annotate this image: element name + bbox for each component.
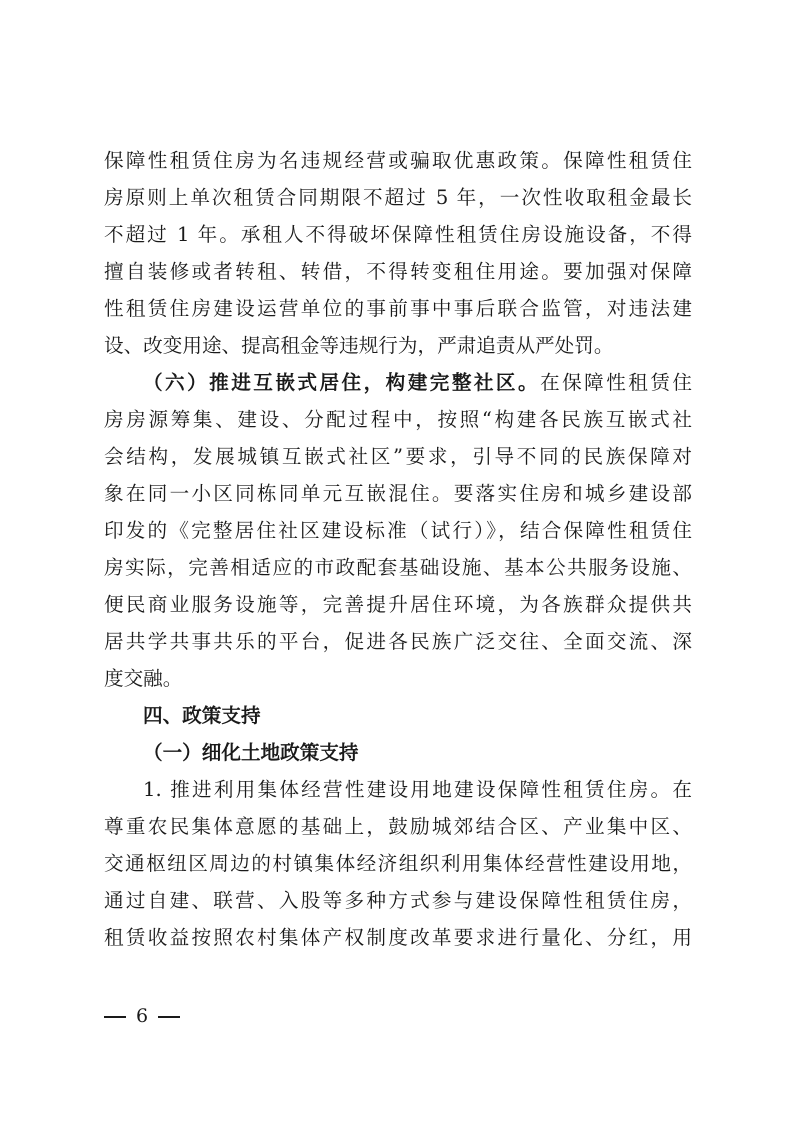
body-text-line: 尊重农民集体意愿的基础上，鼓励城郊结合区、产业集中区、: [104, 815, 692, 838]
body-text-line: 不超过 1 年。承租人不得破坏保障性租赁住房设施设备，不得: [104, 223, 692, 246]
paragraph-six-first-line: [104, 365, 692, 401]
page-number-dash-left: [104, 1016, 126, 1018]
body-text-line: 象在同一小区同栋同单元互嵌混住。要落实住房和城乡建设部: [104, 482, 692, 505]
body-text-line: 保障性租赁住房为名违规经营或骗取优惠政策。保障性租赁住: [104, 149, 692, 172]
item-one-first-line: 1. 推进利用集体经营性建设用地建设保障性租赁住房。在: [143, 778, 692, 801]
paragraph-six-first-rest: 在保障性租赁住: [540, 371, 693, 394]
body-text-line: 租赁收益按照农村集体产权制度改革要求进行量化、分红，用: [104, 926, 692, 949]
body-text-line: 性租赁住房建设运营单位的事前事中事后联合监管，对违法建: [104, 297, 692, 320]
body-text-line: 交通枢纽区周边的村镇集体经济组织利用集体经营性建设用地，: [104, 852, 692, 875]
body-text-line: 擅自装修或者转租、转借，不得转变租住用途。要加强对保障: [104, 260, 692, 283]
page-number-dash-right: [158, 1016, 180, 1018]
body-text-line: 设、改变用途、提高租金等违规行为，严肃追责从严处罚。: [104, 334, 614, 357]
page-number: [104, 1000, 180, 1032]
body-text-line: 房房源筹集、建设、分配过程中，按照“构建各民族互嵌式社: [104, 408, 692, 431]
paragraph-six-bold-lead: （六）推进互嵌式居住，构建完整社区。: [143, 371, 541, 394]
section-heading: 四、政策支持: [143, 704, 261, 727]
body-text-line: 居共学共事共乐的平台，促进各民族广泛交往、全面交流、深: [104, 630, 692, 653]
body-text-line: 印发的《完整居住社区建设标准（试行）》，结合保障性租赁住: [104, 519, 692, 542]
body-text-line: 通过自建、联营、入股等多种方式参与建设保障性租赁住房，: [104, 889, 692, 912]
body-text-line: 会结构，发展城镇互嵌式社区”要求，引导不同的民族保障对: [104, 445, 692, 468]
body-text-line: 房实际，完善相适应的市政配套基础设施、基本公共服务设施、: [104, 556, 692, 579]
body-text-line: 便民商业服务设施等，完善提升居住环境，为各族群众提供共: [104, 593, 692, 616]
body-text-line: 房原则上单次租赁合同期限不超过 5 年，一次性收取租金最长: [104, 186, 693, 209]
body-text-line: 度交融。: [104, 667, 183, 690]
subsection-heading: （一）细化土地政策支持: [143, 741, 359, 764]
page-number-value: 6: [136, 1005, 149, 1027]
